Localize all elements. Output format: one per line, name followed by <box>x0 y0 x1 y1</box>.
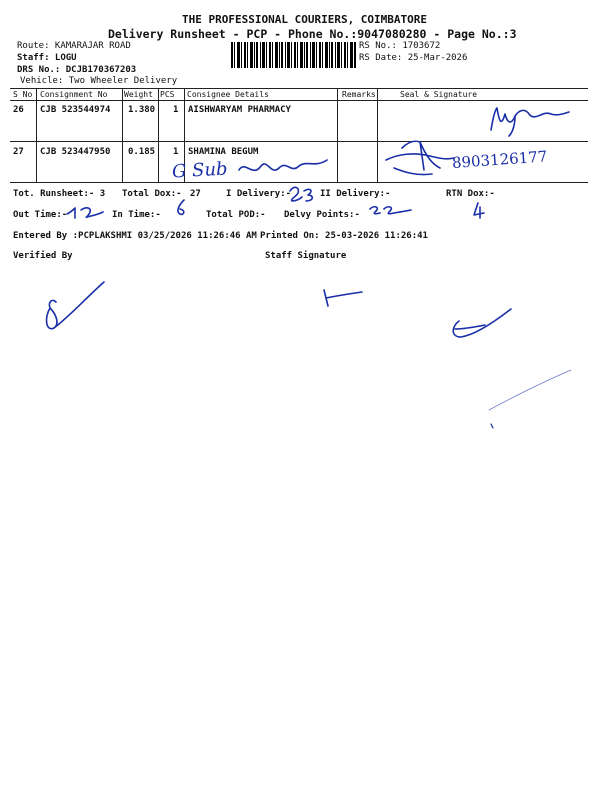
row-consignment: CJB 523544974 <box>40 105 111 115</box>
staff-label: Staff: LOGU <box>17 53 77 63</box>
runsheet-subtitle: Delivery Runsheet - PCP - Phone No.:9047080280 - Page No.:3 <box>108 27 517 41</box>
entered-by: Entered By :PCPLAKSHMI 03/25/2026 11:26:46 AM <box>13 231 257 241</box>
ii-delivery-label: II Delivery:- <box>320 189 391 199</box>
verified-signature <box>40 278 110 338</box>
company-title: THE PROFESSIONAL COURIERS, COIMBATORE <box>182 13 428 26</box>
printed-on: Printed On: 25-03-2026 11:26:41 <box>260 231 428 241</box>
col-divider <box>122 88 123 182</box>
col-divider <box>377 88 378 182</box>
tot-runsheet: Tot. Runsheet:- 3 <box>13 189 106 199</box>
total-dox-value: 27 <box>190 189 201 199</box>
col-divider <box>36 88 37 182</box>
row-weight: 0.185 <box>128 147 156 157</box>
seal-scribble <box>380 136 460 186</box>
right-signature <box>445 303 515 343</box>
col-header-consignee: Consignee Details <box>187 90 269 99</box>
row-sno: 27 <box>13 147 24 157</box>
col-header-sno: S No <box>13 90 33 99</box>
intime-handwritten <box>174 198 190 218</box>
col-header-remarks: Remarks <box>342 90 376 99</box>
row-consignee: AISHWARYAM PHARMACY <box>188 105 291 115</box>
row-weight: 1.380 <box>128 105 156 115</box>
idelivery-handwritten <box>286 183 316 205</box>
barcode-image <box>231 42 356 68</box>
col-header-pcs: PCS <box>160 90 175 99</box>
rs-date: RS Date: 25-Mar-2026 <box>359 53 468 63</box>
row-pcs: 1 <box>173 147 179 157</box>
col-header-seal-signature: Seal & Signature <box>400 90 478 99</box>
stray-pen-line <box>485 368 575 430</box>
signature-row-26 <box>485 100 575 140</box>
rtn-dox-label: RTN Dox:- <box>446 189 495 199</box>
handwritten-phone: 8903126177 <box>451 147 548 172</box>
i-delivery-label: I Delivery:- <box>226 189 292 199</box>
scribble-name-tail <box>235 150 335 185</box>
drs-label: DRS No.: DCJB170367203 <box>17 65 137 75</box>
total-pod-label: Total POD:- <box>206 210 266 220</box>
delvy-points-label: Delvy Points:- <box>284 210 360 220</box>
total-dox-label: Total Dox:- <box>122 189 182 199</box>
handwritten-name: G Sub <box>171 158 229 183</box>
row-consignment: CJB 523447950 <box>40 147 111 157</box>
out-time-label: Out Time:- <box>13 210 68 220</box>
staff-signature-mark <box>318 286 368 310</box>
col-divider <box>337 88 338 182</box>
verified-by-label: Verified By <box>13 251 73 261</box>
in-time-label: In Time:- <box>112 210 161 220</box>
row-divider <box>10 141 588 142</box>
vehicle-label: Vehicle: Two Wheeler Delivery <box>20 76 178 86</box>
rtn-dox-handwritten <box>470 201 486 219</box>
table-top-border <box>10 88 588 89</box>
outtime-handwritten <box>65 204 105 220</box>
rs-number: RS No.: 1703672 <box>359 41 441 51</box>
col-divider <box>158 88 159 182</box>
row-pcs: 1 <box>173 105 179 115</box>
staff-signature-label: Staff Signature <box>265 251 347 261</box>
col-header-weight: Weight <box>124 90 153 99</box>
delvy-points-handwritten <box>368 203 413 217</box>
route-label: Route: KAMARAJAR ROAD <box>17 41 131 51</box>
row-consignee: SHAMINA BEGUM <box>188 147 259 157</box>
col-header-consignment: Consignment No <box>40 90 108 99</box>
row-sno: 26 <box>13 105 24 115</box>
